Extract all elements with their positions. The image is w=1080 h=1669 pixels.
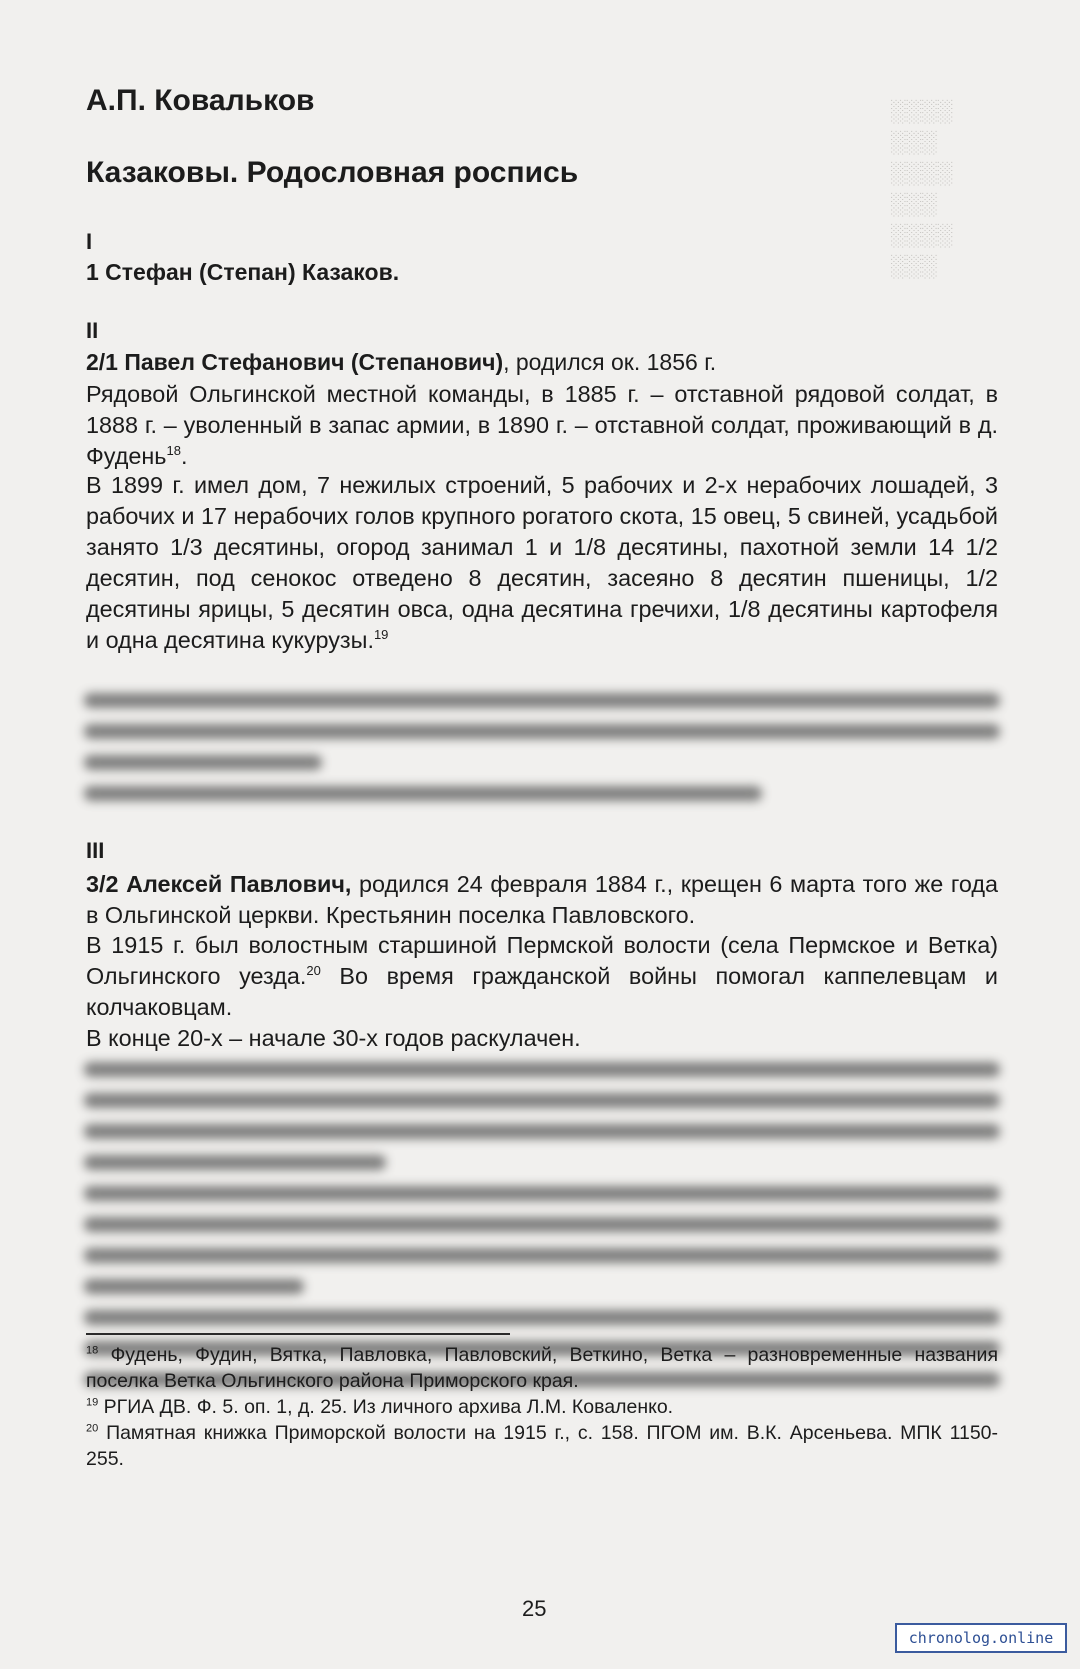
footnote-20-number: 20: [86, 1422, 99, 1435]
footnote-18-number: 18: [86, 1344, 99, 1357]
redacted-block-1: [84, 693, 1000, 817]
footnote-divider: [86, 1333, 510, 1335]
footnote-19: [86, 1394, 998, 1420]
generation-3-person-birth: родился 24 февраля 1884 г., крещен 6 марта того же года в Ольгинской церкви. Крестьянин поселка Павловского.: [86, 871, 998, 928]
footnote-ref-18: 18: [166, 443, 181, 459]
footnote-ref-20: 20: [306, 963, 321, 979]
footnote-18: [86, 1342, 998, 1394]
generation-3-person-name: 3/2 Алексей Павлович,: [86, 871, 352, 897]
footnote-20-text: Памятная книжка Приморской волости на 1915 г., с. 158. ПГОМ им. В.К. Арсеньева. МПК 1150-255.: [86, 1422, 999, 1470]
footnote-19-text: РГИА ДВ. Ф. 5. оп. 1, д. 25. Из личного архива Л.М. Коваленко.: [103, 1396, 674, 1418]
generation-3-career-text-a: В 1915 г. был волостным старшиной Пермской волости (села Пермское и Ветка) Ольгинского уезда.: [86, 932, 998, 989]
generation-1-person: 1 Стефан (Степан) Казаков.: [86, 259, 400, 285]
generation-2-person: [86, 349, 998, 376]
generation-3-paragraph-career: [86, 930, 998, 1023]
watermark-badge: chronolog.online: [895, 1623, 1067, 1653]
footnote-ref-19: 19: [373, 627, 389, 643]
generation-3-numeral: III: [86, 838, 105, 863]
generation-3-person: [86, 869, 998, 931]
generation-2-paragraph-property: [86, 470, 998, 656]
generation-3-paragraph-dispossession: В конце 20-х – начале 30-х годов раскулачен.: [86, 1025, 581, 1051]
generation-3-career-text-b: Во время гражданской войны помогал каппелевцам и колчаковцам.: [86, 963, 998, 1020]
author-name: А.П. Ковальков: [86, 84, 315, 117]
generation-2-numeral: II: [86, 318, 99, 343]
page-title: Казаковы. Родословная роспись: [86, 156, 579, 189]
generation-2-service-text: Рядовой Ольгинской местной команды, в 1885 г. – отставной рядовой солдат, в 1888 г. – уволенный в запас армии, в 1890 г. – отставной солдат, проживающий в д. Фудень: [86, 381, 998, 469]
generation-1-numeral: I: [86, 229, 93, 254]
generation-2-paragraph-service: Рядовой Ольгинской местной команды, в 1885 г. – отставной рядовой солдат, в 1888 г. – уволенный в запас армии, в 1890 г. – отставной солдат, проживающий в д. Фудень$^{18}$.: [86, 381, 998, 469]
footnote-20: [86, 1420, 998, 1472]
footnote-18-text: Фудень, Фудин, Вятка, Павловка, Павловский, Веткино, Ветка – разновременные названия поселка Ветка Ольгинского района Приморского края.: [86, 1344, 999, 1392]
generation-2-person-birth: , родился ок. 1856 г.: [503, 349, 717, 375]
bleed-through-decoration: ░░░░ ░░░ ░░░░ ░░░ ░░░░ ░░░: [890, 98, 953, 278]
generation-2-person-name: 2/1 Павел Стефанович (Степанович): [86, 349, 504, 375]
page-number: 25: [522, 1596, 547, 1621]
footnote-19-number: 19: [86, 1396, 99, 1409]
generation-2-property-text: В 1899 г. имел дом, 7 нежилых строений, 5 рабочих и 2-х нерабочих лошадей, 3 рабочих и 17 нерабочих голов крупного рогатого скота, 15 овец, 5 свиней, усадьбой занято 1/3 десятины, огород занимал 1 и 1/8 десятины, пахотной земли 14 1/2 десятин, под сенокос отведено 8 десятин, засеяно 8 десятин пшеницы, 1/2 десятины ярицы, 5 десятин овса, одна десятина гречихи, 1/8 десятины картофеля и одна десятина кукурузы.: [86, 472, 998, 653]
